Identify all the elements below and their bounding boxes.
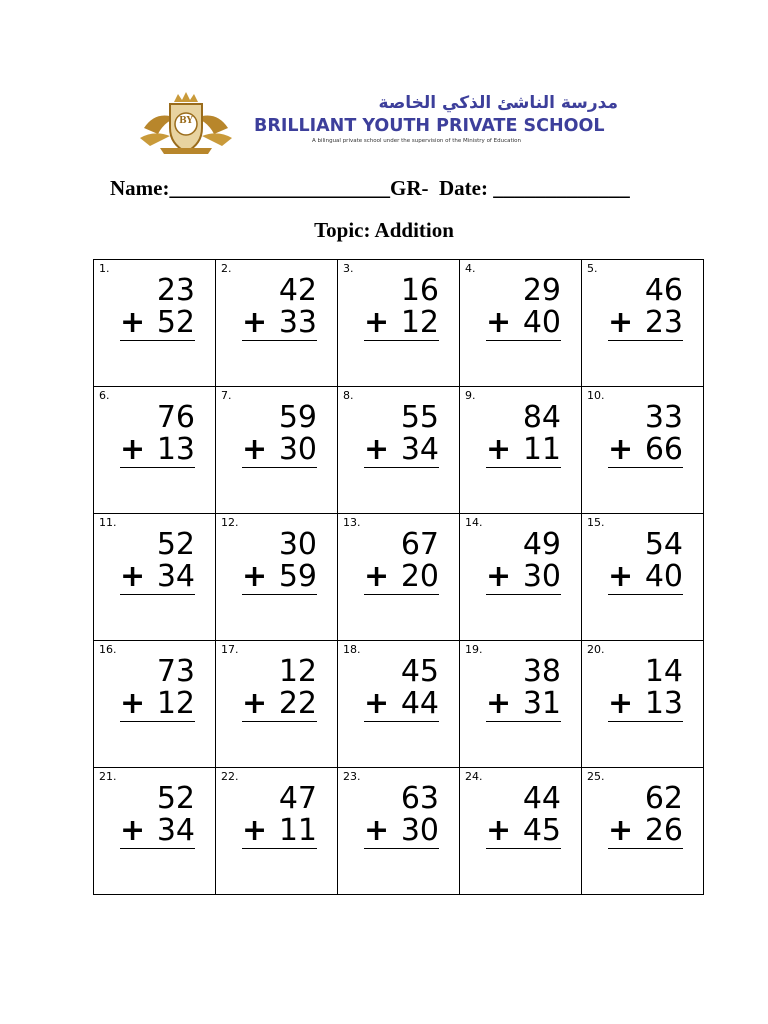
plus-sign: + (486, 305, 512, 340)
plus-sign: + (120, 432, 146, 467)
student-info-line (110, 176, 630, 201)
problem-cell[interactable] (216, 387, 338, 514)
second-addend: 22 (278, 686, 317, 721)
second-addend: 12 (400, 305, 439, 340)
problem-cell[interactable] (216, 514, 338, 641)
plus-sign: + (120, 813, 146, 848)
grade-label: GR- (389, 176, 429, 200)
problem-cell[interactable] (216, 260, 338, 387)
second-addend-row (364, 814, 439, 849)
second-addend-row (242, 814, 317, 849)
problem-cell[interactable] (94, 641, 216, 768)
problem-cell[interactable] (460, 768, 582, 895)
second-addend: 33 (278, 305, 317, 340)
plus-sign: + (608, 305, 634, 340)
plus-sign: + (120, 559, 146, 594)
second-addend-row (608, 814, 683, 849)
problem-grid (93, 259, 704, 895)
second-addend: 23 (644, 305, 683, 340)
plus-sign: + (242, 686, 268, 721)
second-addend: 31 (522, 686, 561, 721)
problem-cell[interactable] (582, 641, 704, 768)
second-addend-row (242, 433, 317, 468)
second-addend: 20 (400, 559, 439, 594)
name-label: Name: (110, 176, 170, 200)
problem-cell[interactable] (338, 641, 460, 768)
first-addend: 30 (278, 527, 317, 562)
second-addend: 45 (522, 813, 561, 848)
plus-sign: + (364, 813, 390, 848)
problem-cell[interactable] (460, 387, 582, 514)
second-addend: 34 (156, 813, 195, 848)
problem-number: 23. (343, 770, 361, 783)
second-addend-row (120, 433, 195, 468)
plus-sign: + (242, 813, 268, 848)
second-addend: 59 (278, 559, 317, 594)
second-addend: 30 (400, 813, 439, 848)
problem-number: 1. (99, 262, 110, 275)
plus-sign: + (608, 559, 634, 594)
first-addend: 52 (156, 527, 195, 562)
problem-number: 18. (343, 643, 361, 656)
problem-cell[interactable] (338, 768, 460, 895)
plus-sign: + (242, 305, 268, 340)
first-addend: 76 (156, 400, 195, 435)
plus-sign: + (364, 559, 390, 594)
second-addend: 11 (522, 432, 561, 467)
plus-sign: + (120, 686, 146, 721)
first-addend: 12 (278, 654, 317, 689)
plus-sign: + (242, 559, 268, 594)
problem-number: 3. (343, 262, 354, 275)
first-addend: 33 (644, 400, 683, 435)
second-addend: 66 (644, 432, 683, 467)
problem-number: 10. (587, 389, 605, 402)
second-addend-row (486, 306, 561, 341)
problem-number: 6. (99, 389, 110, 402)
second-addend: 44 (400, 686, 439, 721)
problem-number: 7. (221, 389, 232, 402)
first-addend: 73 (156, 654, 195, 689)
second-addend-row (242, 306, 317, 341)
plus-sign: + (486, 813, 512, 848)
problem-cell[interactable] (216, 641, 338, 768)
first-addend: 42 (278, 273, 317, 308)
first-addend: 14 (644, 654, 683, 689)
plus-sign: + (608, 813, 634, 848)
second-addend: 13 (644, 686, 683, 721)
first-addend: 67 (400, 527, 439, 562)
problem-number: 21. (99, 770, 117, 783)
first-addend: 63 (400, 781, 439, 816)
problem-number: 8. (343, 389, 354, 402)
second-addend-row (608, 306, 683, 341)
second-addend: 34 (400, 432, 439, 467)
plus-sign: + (608, 686, 634, 721)
problem-cell[interactable] (582, 768, 704, 895)
first-addend: 62 (644, 781, 683, 816)
second-addend: 26 (644, 813, 683, 848)
plus-sign: + (486, 559, 512, 594)
school-name-english: BRILLIANT YOUTH PRIVATE SCHOOL (254, 116, 605, 136)
problem-number: 15. (587, 516, 605, 529)
plus-sign: + (364, 305, 390, 340)
second-addend-row (242, 687, 317, 722)
problem-number: 17. (221, 643, 239, 656)
first-addend: 55 (400, 400, 439, 435)
problem-cell[interactable] (94, 387, 216, 514)
plus-sign: + (120, 305, 146, 340)
problem-cell[interactable] (460, 641, 582, 768)
first-addend: 54 (644, 527, 683, 562)
first-addend: 47 (278, 781, 317, 816)
problem-number: 5. (587, 262, 598, 275)
second-addend: 11 (278, 813, 317, 848)
second-addend-row (486, 687, 561, 722)
problem-number: 14. (465, 516, 483, 529)
second-addend-row (120, 306, 195, 341)
second-addend-row (486, 560, 561, 595)
problem-number: 13. (343, 516, 361, 529)
date-label: Date: (438, 176, 488, 200)
problem-cell[interactable] (582, 387, 704, 514)
first-addend: 29 (522, 273, 561, 308)
plus-sign: + (364, 686, 390, 721)
first-addend: 45 (400, 654, 439, 689)
second-addend-row (364, 687, 439, 722)
problem-number: 2. (221, 262, 232, 275)
first-addend: 23 (156, 273, 195, 308)
second-addend: 30 (522, 559, 561, 594)
second-addend: 40 (522, 305, 561, 340)
plus-sign: + (608, 432, 634, 467)
date-blank[interactable]: _____________ (493, 176, 630, 200)
second-addend-row (364, 433, 439, 468)
problem-cell[interactable] (582, 260, 704, 387)
problem-cell[interactable] (94, 514, 216, 641)
problem-number: 9. (465, 389, 476, 402)
second-addend: 30 (278, 432, 317, 467)
second-addend-row (242, 560, 317, 595)
second-addend: 12 (156, 686, 195, 721)
problem-number: 11. (99, 516, 117, 529)
problem-cell[interactable] (338, 260, 460, 387)
problem-number: 4. (465, 262, 476, 275)
school-header (136, 88, 636, 158)
problem-number: 25. (587, 770, 605, 783)
logo-initials: BY (179, 116, 193, 126)
first-addend: 52 (156, 781, 195, 816)
problem-number: 24. (465, 770, 483, 783)
second-addend-row (120, 814, 195, 849)
first-addend: 38 (522, 654, 561, 689)
problem-cell[interactable] (94, 768, 216, 895)
plus-sign: + (364, 432, 390, 467)
first-addend: 84 (522, 400, 561, 435)
problem-cell[interactable] (460, 260, 582, 387)
second-addend-row (364, 560, 439, 595)
worksheet-topic: Topic: Addition (314, 218, 454, 242)
problem-cell[interactable] (338, 514, 460, 641)
second-addend: 34 (156, 559, 195, 594)
first-addend: 16 (400, 273, 439, 308)
second-addend: 52 (156, 305, 195, 340)
problem-number: 22. (221, 770, 239, 783)
second-addend: 13 (156, 432, 195, 467)
school-name-arabic: مدرسة الناشئ الذكي الخاصة (378, 93, 618, 113)
plus-sign: + (486, 686, 512, 721)
second-addend-row (120, 687, 195, 722)
problem-number: 12. (221, 516, 239, 529)
first-addend: 46 (644, 273, 683, 308)
first-addend: 59 (278, 400, 317, 435)
second-addend-row (486, 814, 561, 849)
problem-cell[interactable] (338, 387, 460, 514)
first-addend: 44 (522, 781, 561, 816)
first-addend: 49 (522, 527, 561, 562)
problem-number: 16. (99, 643, 117, 656)
name-blank[interactable]: _____________________ (169, 176, 390, 200)
plus-sign: + (242, 432, 268, 467)
second-addend-row (120, 560, 195, 595)
plus-sign: + (486, 432, 512, 467)
second-addend-row (608, 687, 683, 722)
second-addend: 40 (644, 559, 683, 594)
school-subtitle: A bilingual private school under the supervision of the Ministry of Education (312, 138, 521, 144)
problem-cell[interactable] (216, 768, 338, 895)
problem-number: 20. (587, 643, 605, 656)
second-addend-row (364, 306, 439, 341)
second-addend-row (608, 433, 683, 468)
problem-number: 19. (465, 643, 483, 656)
second-addend-row (486, 433, 561, 468)
second-addend-row (608, 560, 683, 595)
problem-cell[interactable] (582, 514, 704, 641)
problem-cell[interactable] (460, 514, 582, 641)
problem-cell[interactable] (94, 260, 216, 387)
